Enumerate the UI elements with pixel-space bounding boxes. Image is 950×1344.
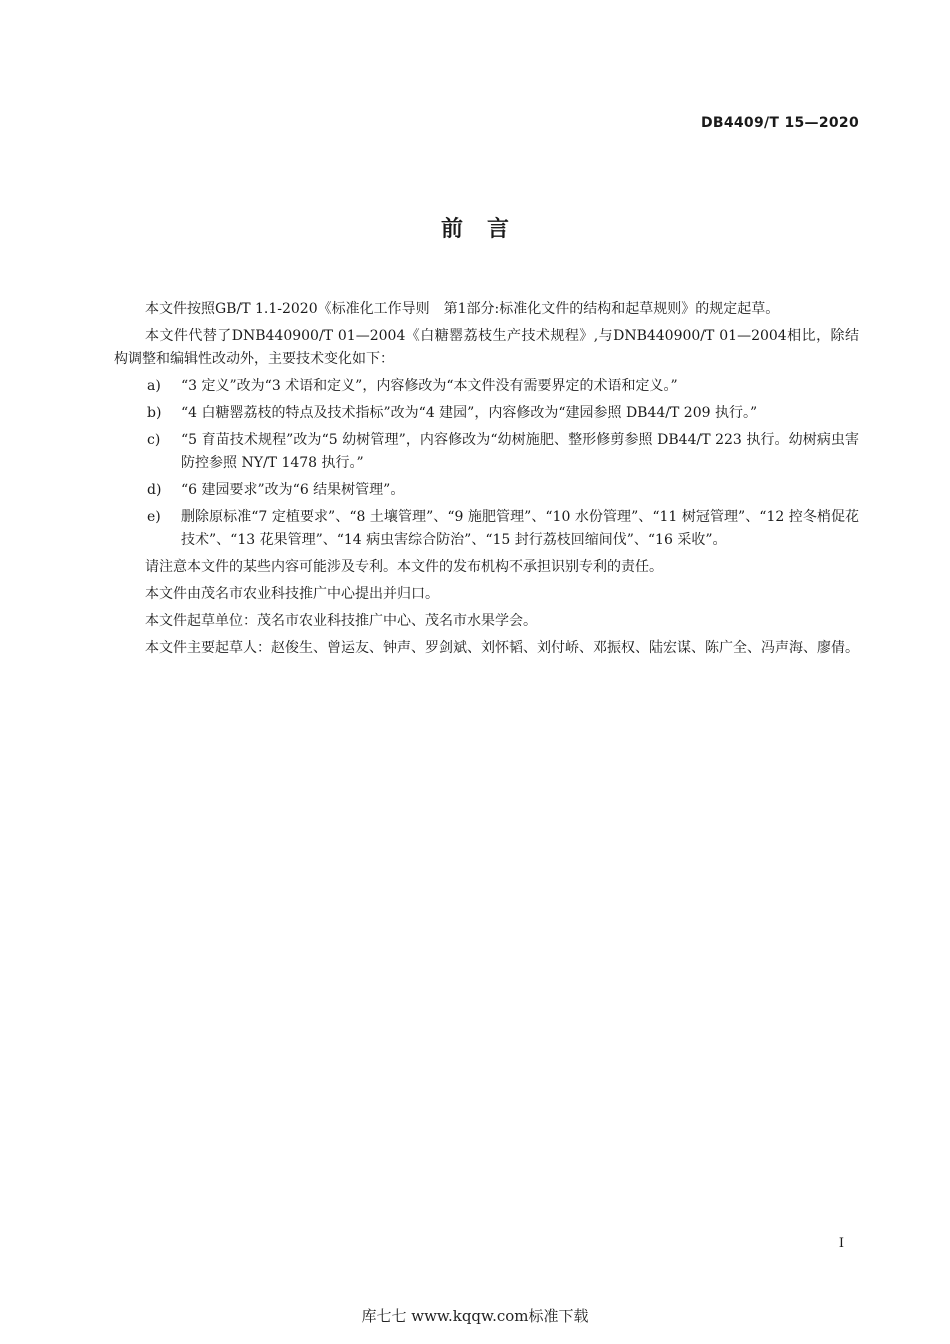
document-code: DB4409/T 15—2020 [700, 115, 859, 131]
change-item-d [114, 479, 859, 502]
paragraph-basis: 本文件按照GB/T 1.1-2020《标准化工作导则 第1部分:标准化文件的结构和起草规则》的规定起草。 [145, 301, 780, 317]
list-item-text: “6 建园要求”改为“6 结果树管理”。 [181, 482, 405, 498]
list-marker: d) [147, 482, 162, 498]
list-item-text: “4 白糖罂荔枝的特点及技术指标”改为“4 建园”，内容修改为“建园参照 DB44/T 209 执行。” [181, 405, 758, 421]
page-number: I [838, 1236, 844, 1251]
footer-watermark: 库七七 www.kqqw.com标准下载 [361, 1307, 589, 1325]
foreword-content [114, 298, 859, 664]
list-item-text: “3 定义”改为“3 术语和定义”，内容修改为“本文件没有需要界定的术语和定义。” [181, 378, 678, 394]
paragraph-replacement: 本文件代替了DNB440900/T 01—2004《白糖罂荔枝生产技术规程》,与DNB440900/T 01—2004相比，除结构调整和编辑性改动外，主要技术变化如下： [114, 328, 859, 367]
change-item-a [114, 375, 859, 398]
list-marker: c) [147, 432, 161, 448]
list-marker: a) [147, 378, 161, 394]
list-marker: b) [147, 405, 162, 421]
paragraph-drafting-units: 本文件起草单位：茂名市农业科技推广中心、茂名市水果学会。 [145, 613, 537, 629]
paragraph-proposer: 本文件由茂名市农业科技推广中心提出并归口。 [145, 586, 439, 602]
list-item-text: “5 育苗技术规程”改为“5 幼树管理”，内容修改为“幼树施肥、整形修剪参照 DB44/T 223 执行。幼树病虫害防控参照 NY/T 1478 执行。” [181, 432, 859, 471]
change-item-b [114, 402, 859, 425]
list-marker: e) [147, 509, 161, 525]
list-item-text: 删除原标准“7 定植要求”、“8 土壤管理”、“9 施肥管理”、“10 水份管理”、“11 树冠管理”、“12 控冬梢促花技术”、“13 花果管理”、“14 病虫害综合防治”、“15 封行荔枝回缩间伐”、“16 采收”。 [181, 509, 859, 548]
paragraph-patent-notice: 请注意本文件的某些内容可能涉及专利。本文件的发布机构不承担识别专利的责任。 [145, 559, 663, 575]
paragraph-drafters: 本文件主要起草人：赵俊生、曾运友、钟声、罗剑斌、刘怀韬、刘付峤、邓振权、陆宏谋、陈广全、冯声海、廖倩。 [145, 640, 859, 656]
page-title: 前言 [440, 217, 533, 242]
change-item-c [114, 429, 859, 475]
change-item-e [114, 506, 859, 552]
